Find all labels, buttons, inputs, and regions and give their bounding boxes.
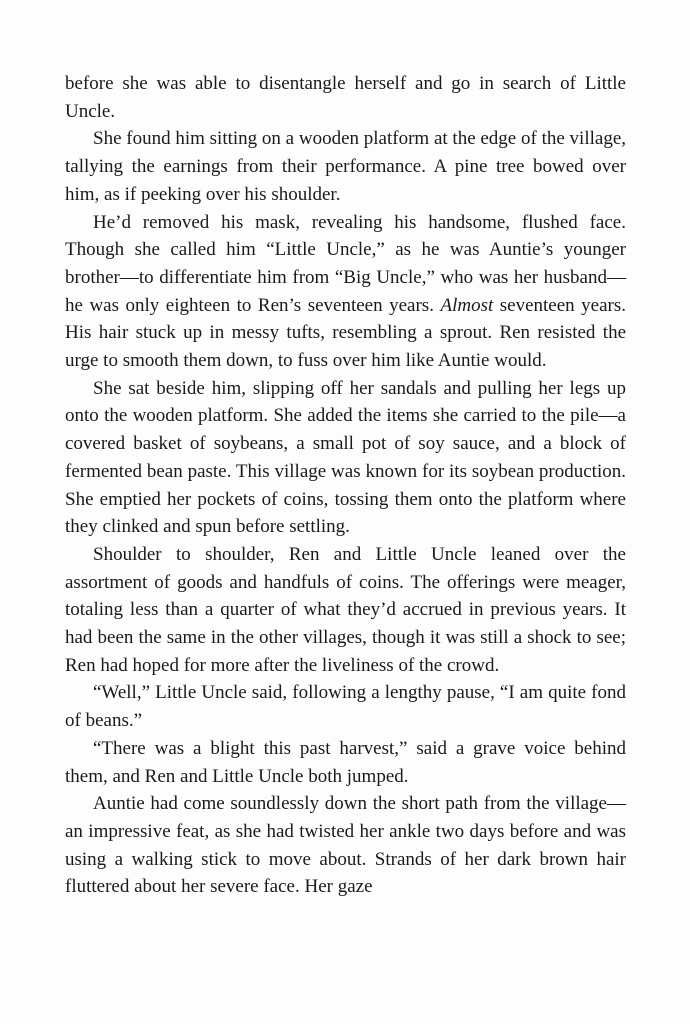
paragraph — [65, 735, 626, 790]
text-run: before she was able to disentangle herself and go in search of Little Uncle. — [65, 73, 626, 122]
paragraph — [65, 790, 626, 901]
paragraph — [65, 125, 626, 208]
italic-text-run: Almost — [440, 294, 494, 316]
text-run: seventeen years. His hair stuck up in messy tufts, resembling a sprout. Ren resisted the urge to smooth them down, to fuss over him like Auntie would. — [65, 294, 627, 372]
text-run: Auntie had come soundlessly down the short path from the village—an impressive feat, as she had twisted her ankle two days before and was using a walking stick to move about. Strands of her dark brown hair fluttered about her severe face. Her gaze — [65, 793, 626, 898]
text-run: She found him sitting on a wooden platform at the edge of the village, tallying the earnings from their performance. A pine tree bowed over him, as if peeking over his shoulder. — [65, 128, 626, 205]
paragraph — [65, 679, 626, 734]
text-run: “Well,” Little Uncle said, following a lengthy pause, “I am quite fond of beans.” — [65, 682, 626, 732]
text-run: He’d removed his mask, revealing his handsome, flushed face. Though she called him “Little Uncle,” as he was Auntie’s younger brother—to differentiate him from “Big Uncle,” who was her husband—he was only eighteen to Ren’s seventeen years. — [65, 211, 626, 316]
text-run: Shoulder to shoulder, Ren and Little Uncle leaned over the assortment of goods and handfuls of coins. The offerings were meager, totaling less than a quarter of what they’d accrued in previous years. It had been the same in the other villages, though it was still a shock to see; Ren had hoped for more after the liveliness of the crowd. — [65, 543, 626, 676]
text-run: She sat beside him, slipping off her sandals and pulling her legs up onto the wooden platform. She added the items she carried to the pile—a covered basket of soybeans, a small pot of soy sauce, and a block of fermented bean paste. This village was known for its soybean production. She emptied her pockets of coins, tossing them onto the platform where they clinked and spun before settling. — [65, 377, 626, 538]
page-text — [65, 70, 626, 901]
paragraph — [65, 541, 626, 680]
paragraph — [65, 209, 626, 375]
paragraph — [65, 70, 626, 125]
text-run: “There was a blight this past harvest,” said a grave voice behind them, and Ren and Little Uncle both jumped. — [65, 737, 626, 787]
paragraph — [65, 375, 626, 541]
